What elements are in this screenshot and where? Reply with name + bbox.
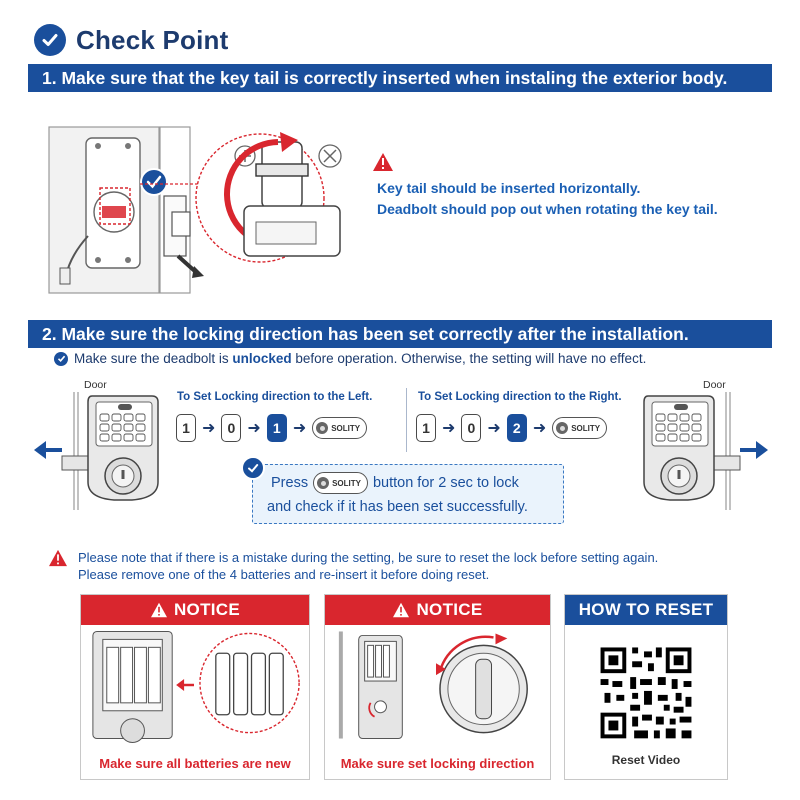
how-to-reset-header: HOW TO RESET	[565, 595, 727, 625]
solity-logo-icon	[317, 477, 329, 489]
arrow-right-icon: ➜	[487, 420, 501, 437]
warning-icon	[48, 549, 68, 567]
arrow-right-icon: ➜	[202, 420, 216, 437]
notice-card-header-label: NOTICE	[416, 600, 483, 619]
arrow-right-icon: ➜	[532, 420, 547, 437]
notice-card-batteries	[80, 594, 310, 780]
section-1-banner: 1. Make sure that the key tail is correctly inserted when instaling the exterior body.	[28, 64, 772, 92]
keypad-key-1: 1	[176, 414, 196, 442]
right-direction-sequence	[416, 414, 607, 442]
warning-icon	[372, 152, 394, 172]
solity-button-label: SOLITY	[332, 478, 361, 488]
keypad-key-1: 1	[416, 414, 436, 442]
page-title: Check Point	[76, 24, 229, 55]
battery-compartment-illustration	[81, 625, 309, 745]
unlock-reminder-suffix: before operation. Otherwise, the setting will have no effect.	[291, 351, 647, 366]
door-lock-left-illustration	[32, 392, 172, 510]
locking-direction-illustration	[325, 625, 550, 745]
reset-video-label[interactable]: Reset Video	[611, 753, 681, 767]
how-to-reset-card	[564, 594, 728, 780]
warning-icon	[392, 602, 410, 618]
reset-note-line2: Please remove one of the 4 batteries and re-insert it before doing reset.	[78, 567, 490, 582]
solity-button	[552, 417, 607, 439]
solity-button	[312, 417, 367, 439]
section-2-banner: 2. Make sure the locking direction has been set correctly after the installation.	[28, 320, 772, 348]
notice-card-direction	[324, 594, 551, 780]
title-row	[34, 22, 228, 58]
left-direction-title: To Set Locking direction to the Left.	[177, 391, 373, 403]
key-tail-note-line1: Key tail should be inserted horizontally.	[377, 180, 641, 196]
arrow-right-icon: ➜	[442, 420, 456, 437]
solity-button-label: SOLITY	[571, 423, 601, 433]
solity-button-label: SOLITY	[331, 423, 361, 433]
key-tail-illustration	[48, 126, 344, 294]
unlock-reminder	[54, 351, 646, 366]
reset-note	[78, 549, 658, 583]
check-circle-icon	[241, 456, 265, 480]
keypad-key-0: 0	[461, 414, 481, 442]
notice-card-header	[325, 595, 550, 625]
notice-card-footer: Make sure set locking direction	[340, 756, 535, 771]
warning-icon	[150, 602, 168, 618]
keypad-key-1-highlighted: 1	[267, 414, 287, 442]
key-tail-note-line2: Deadbolt should pop out when rotating the key tail.	[377, 201, 718, 217]
door-label-left: Door	[84, 379, 107, 391]
keypad-key-2-highlighted: 2	[507, 414, 527, 442]
qr-code-icon[interactable]	[565, 625, 727, 745]
reset-note-line1: Please note that if there is a mistake during the setting, be sure to reset the lock before setting again.	[78, 550, 659, 565]
notice-card-header	[81, 595, 309, 625]
keypad-key-0: 0	[221, 414, 241, 442]
unlock-reminder-prefix: Make sure the deadbolt is	[74, 351, 233, 366]
unlock-reminder-emphasis: unlocked	[232, 351, 292, 366]
arrow-right-icon: ➜	[247, 420, 261, 437]
press-instruction-line1	[271, 472, 519, 494]
arrow-right-icon: ➜	[292, 420, 307, 437]
door-label-right: Door	[703, 379, 726, 391]
direction-divider	[406, 388, 407, 452]
right-direction-title: To Set Locking direction to the Right.	[418, 391, 622, 403]
left-direction-sequence	[176, 414, 367, 442]
press-instruction-box	[252, 464, 564, 524]
check-circle-icon	[34, 24, 66, 56]
solity-logo-icon	[556, 422, 568, 434]
notice-card-header-label: NOTICE	[173, 600, 241, 619]
notice-card-footer: Make sure all batteries are new	[99, 756, 291, 771]
press-suffix: button for 2 sec to lock	[372, 475, 519, 491]
solity-logo-icon	[316, 422, 328, 434]
solity-button	[313, 472, 368, 494]
key-tail-note	[377, 178, 718, 220]
press-prefix: Press	[271, 475, 309, 491]
check-circle-icon	[54, 352, 68, 366]
press-instruction-line2: and check if it has been set successfully.	[267, 499, 528, 515]
door-lock-right-illustration	[630, 392, 770, 510]
